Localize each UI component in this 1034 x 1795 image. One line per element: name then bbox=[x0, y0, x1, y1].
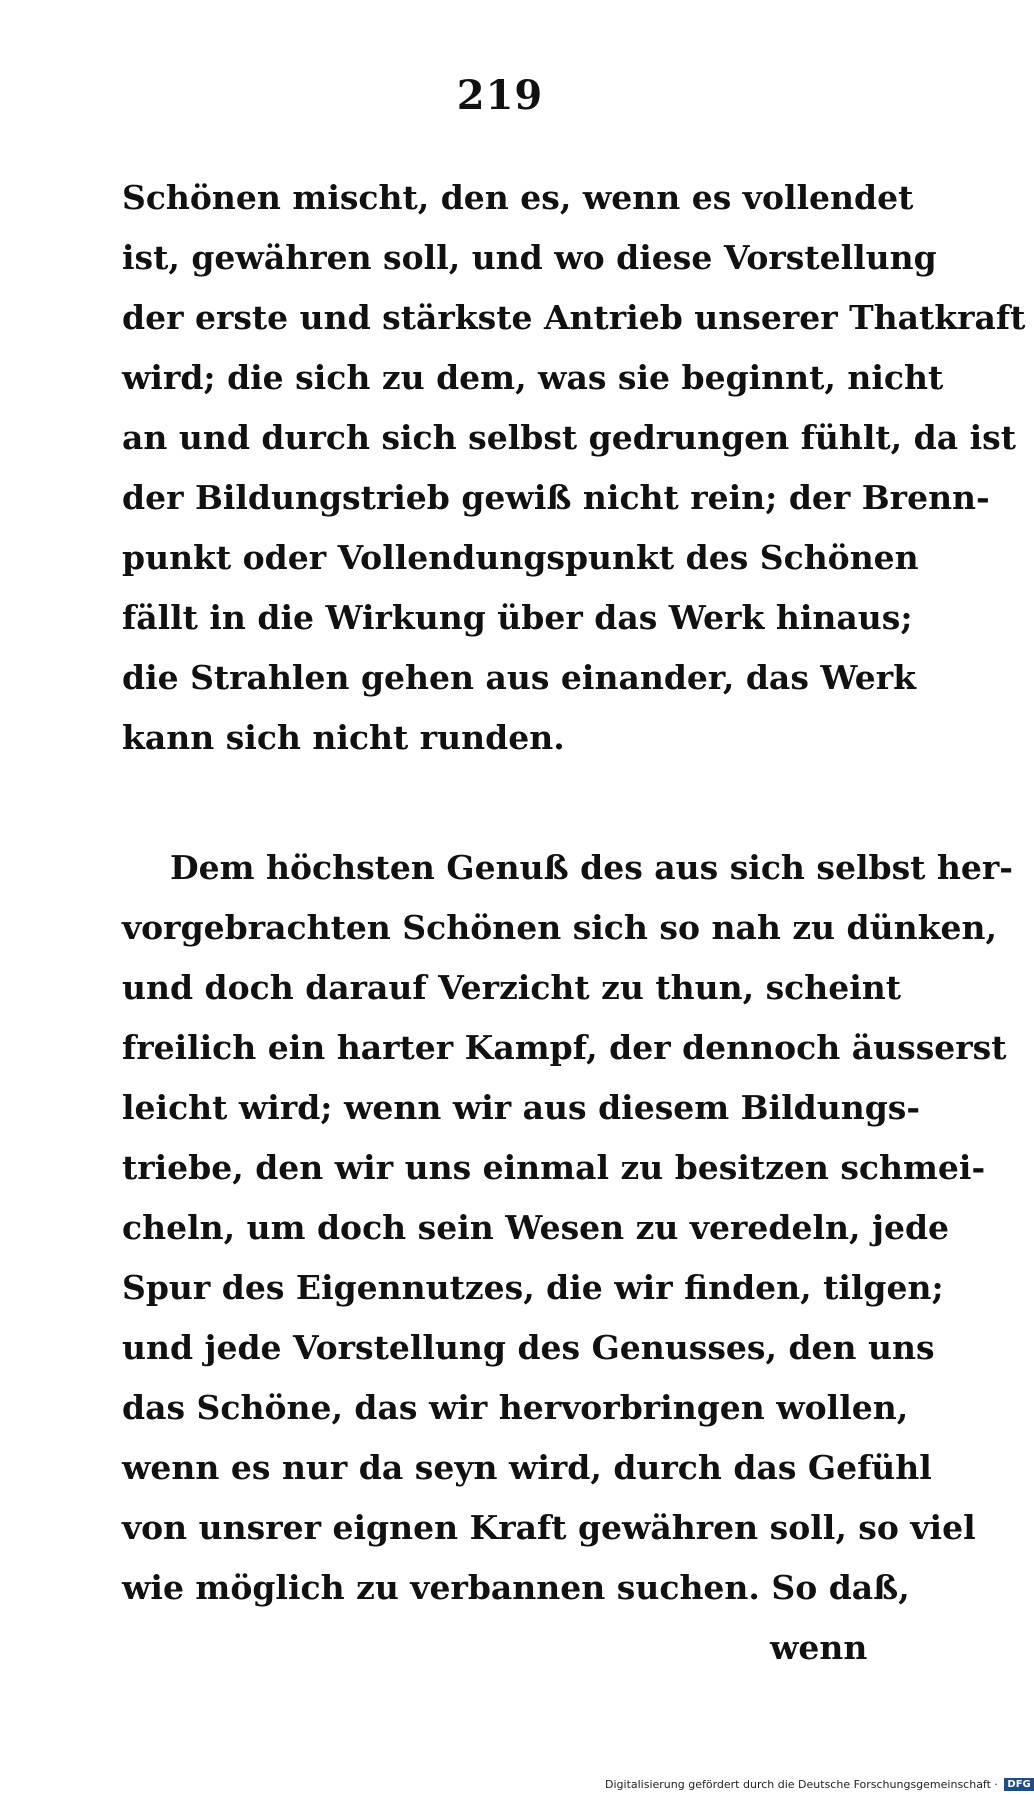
text-line: der erste und stärkste Antrieb unserer Thatkraft bbox=[122, 298, 1026, 337]
text-line: freilich ein harter Kampf, der dennoch äusserst bbox=[122, 1028, 1007, 1067]
text-line: Spur des Eigennutzes, die wir finden, tilgen; bbox=[122, 1268, 944, 1307]
text-line: Schönen mischt, den es, wenn es vollendet bbox=[122, 178, 914, 217]
text-line: punkt oder Vollendungspunkt des Schönen bbox=[122, 538, 919, 577]
text-line: wenn es nur da seyn wird, durch das Gefühl bbox=[122, 1448, 932, 1487]
catchword: wenn bbox=[770, 1628, 868, 1667]
text-line: an und durch sich selbst gedrungen fühlt, da ist bbox=[122, 418, 1016, 457]
dfg-logo: DFG bbox=[1004, 1778, 1033, 1791]
text-line: und doch darauf Verzicht zu thun, scheint bbox=[122, 968, 902, 1007]
text-line: wie möglich zu verbannen suchen. So daß, bbox=[122, 1568, 910, 1607]
page-number: 219 bbox=[456, 72, 544, 119]
text-line: der Bildungstrieb gewiß nicht rein; der Brenn- bbox=[122, 478, 990, 517]
text-line: Dem höchsten Genuß des aus sich selbst her- bbox=[170, 848, 1013, 887]
paragraph-2 bbox=[122, 838, 1013, 1618]
text-line: vorgebrachten Schönen sich so nah zu dünken, bbox=[122, 908, 997, 947]
text-line: und jede Vorstellung des Genusses, den uns bbox=[122, 1328, 935, 1367]
text-line: ist, gewähren soll, und wo diese Vorstellung bbox=[122, 238, 937, 277]
text-line: wird; die sich zu dem, was sie beginnt, nicht bbox=[122, 358, 944, 397]
footer-credit bbox=[605, 1778, 1034, 1792]
paragraph-1 bbox=[122, 168, 1026, 768]
text-line: fällt in die Wirkung über das Werk hinaus; bbox=[122, 598, 913, 637]
text-line: kann sich nicht runden. bbox=[122, 718, 565, 757]
text-line: leicht wird; wenn wir aus diesem Bildungs- bbox=[122, 1088, 921, 1127]
footer-credit-text: Digitalisierung gefördert durch die Deutsche Forschungsgemeinschaft · bbox=[605, 1777, 998, 1791]
text-line: das Schöne, das wir hervorbringen wollen, bbox=[122, 1388, 909, 1427]
text-line: die Strahlen gehen aus einander, das Werk bbox=[122, 658, 916, 697]
text-line: cheln, um doch sein Wesen zu veredeln, jede bbox=[122, 1208, 950, 1247]
text-line: triebe, den wir uns einmal zu besitzen schmei- bbox=[122, 1148, 986, 1187]
text-line: von unsrer eignen Kraft gewähren soll, so viel bbox=[122, 1508, 976, 1547]
